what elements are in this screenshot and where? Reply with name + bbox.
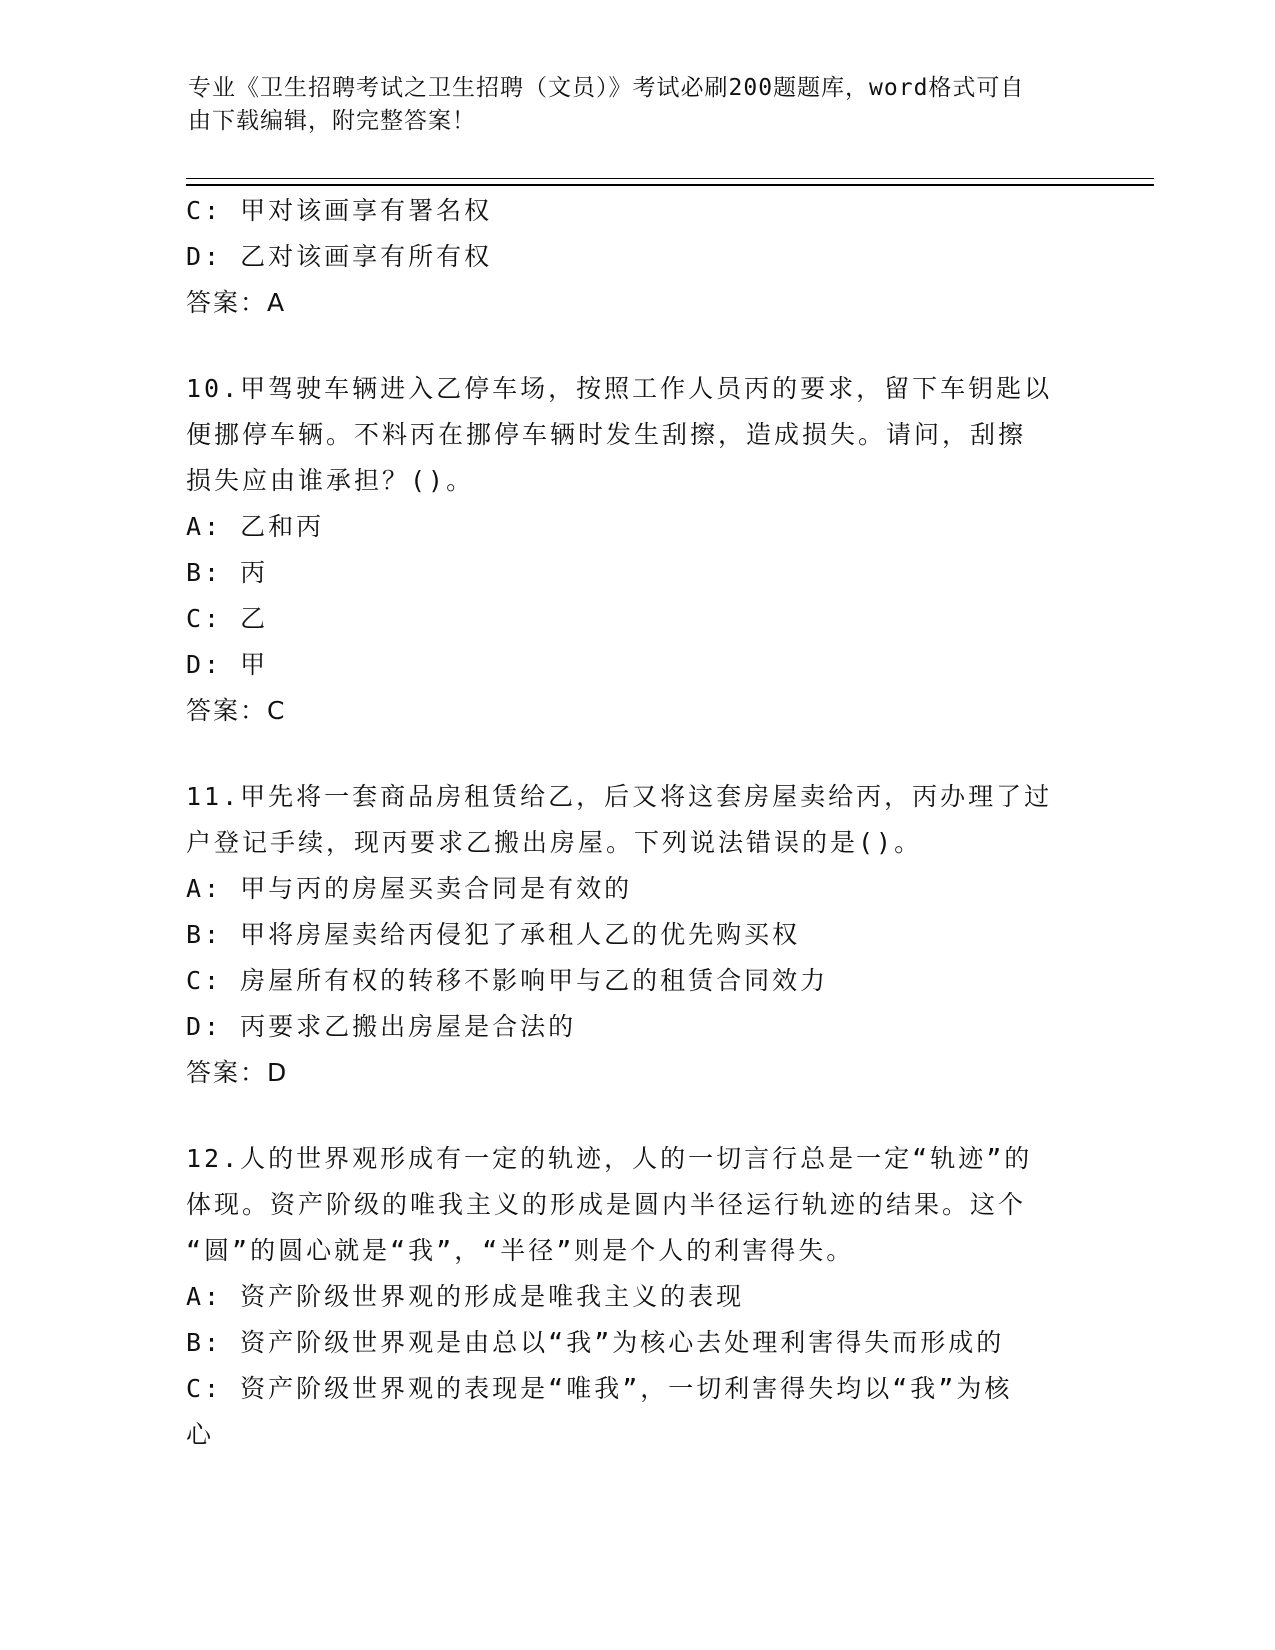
option-b: B: 甲将房屋卖给丙侵犯了承租人乙的优先购买权 xyxy=(186,920,801,949)
answer: 答案：D xyxy=(186,1058,289,1087)
option-c-continued: 心 xyxy=(186,1420,215,1449)
answer: 答案：C xyxy=(186,696,287,725)
question-10 xyxy=(186,366,1086,734)
question-11 xyxy=(186,774,1086,1096)
question-text-line: 11.甲先将一套商品房租赁给乙，后又将这套房屋卖给丙，丙办理了过 xyxy=(186,782,1053,811)
option-c: C: 房屋所有权的转移不影响甲与乙的租赁合同效力 xyxy=(186,966,829,995)
option-c: C: 乙 xyxy=(186,604,269,633)
header-rule-bottom xyxy=(186,184,1154,186)
document-header xyxy=(188,72,1068,138)
question-text-line: 便挪停车辆。不料丙在挪停车辆时发生刮擦，造成损失。请问，刮擦 xyxy=(186,420,1027,449)
option-b: B: 资产阶级世界观是由总以“我”为核心去处理利害得失而形成的 xyxy=(186,1328,1005,1357)
question-text-line: 12.人的世界观形成有一定的轨迹，人的一切言行总是一定“轨迹”的 xyxy=(186,1144,1033,1173)
question-text-line: 损失应由谁承担？()。 xyxy=(186,466,475,495)
header-line-2: 由下载编辑，附完整答案！ xyxy=(188,108,476,134)
question-text-line: 体现。资产阶级的唯我主义的形成是圆内半径运行轨迹的结果。这个 xyxy=(186,1190,1027,1219)
option-d: D: 丙要求乙搬出房屋是合法的 xyxy=(186,1012,577,1041)
header-rule-top xyxy=(186,178,1154,179)
option-b: B: 丙 xyxy=(186,558,269,587)
option-d: D: 乙对该画享有所有权 xyxy=(186,242,493,271)
option-c: C: 甲对该画享有署名权 xyxy=(186,196,493,225)
question-12 xyxy=(186,1136,1086,1458)
option-a: A: 资产阶级世界观的形成是唯我主义的表现 xyxy=(186,1282,745,1311)
answer: 答案：A xyxy=(186,288,287,317)
option-a: A: 甲与丙的房屋买卖合同是有效的 xyxy=(186,874,633,903)
option-a: A: 乙和丙 xyxy=(186,512,325,541)
option-c: C: 资产阶级世界观的表现是“唯我”，一切利害得失均以“我”为核 xyxy=(186,1374,1013,1403)
question-text-line: 10.甲驾驶车辆进入乙停车场，按照工作人员丙的要求，留下车钥匙以 xyxy=(186,374,1053,403)
header-line-1: 专业《卫生招聘考试之卫生招聘（文员）》考试必刷200题题库，word格式可自 xyxy=(188,75,1025,101)
question-text-line: 户登记手续，现丙要求乙搬出房屋。下列说法错误的是()。 xyxy=(186,828,923,857)
option-d: D: 甲 xyxy=(186,650,269,679)
question-text-line: “圆”的圆心就是“我”，“半径”则是个人的利害得失。 xyxy=(186,1236,855,1265)
document-content xyxy=(186,188,1086,1458)
